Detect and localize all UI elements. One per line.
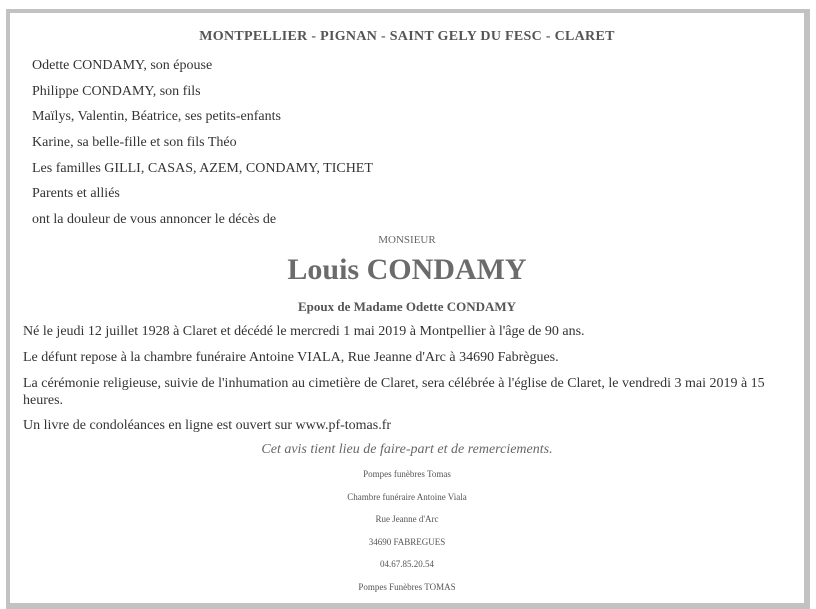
family-list [32, 53, 373, 233]
contact-chamber: Chambre funéraire Antoine Viala [347, 492, 467, 502]
birth-death-paragraph: Né le jeudi 12 juillet 1928 à Claret et décédé le mercredi 1 mai 2019 à Montpellier à l'âge de 90 ans. [23, 324, 585, 339]
contact-company: Pompes funèbres Tomas [363, 469, 451, 479]
spouse-line: Epoux de Madame Odette CONDAMY [297, 299, 517, 314]
honorific: MONSIEUR [378, 234, 436, 246]
deceased-name: Louis CONDAMY [287, 253, 527, 286]
family-line: ont la douleur de vous annoncer le décès de [32, 212, 277, 228]
notice-content [10, 13, 804, 603]
family-line: Maïlys, Valentin, Béatrice, ses petits-enfants [32, 109, 281, 125]
contact-city: 34690 FABREGUES [368, 537, 446, 547]
contact-phone: 04.67.85.20.54 [380, 559, 434, 569]
contact-footer: Pompes Funèbres TOMAS [358, 582, 456, 592]
contact-street: Rue Jeanne d'Arc [375, 514, 439, 524]
condolences-paragraph: Un livre de condoléances en ligne est ouvert sur www.pf-tomas.fr [23, 418, 392, 433]
notice-frame [6, 9, 810, 609]
family-line: Odette CONDAMY, son épouse [32, 58, 213, 73]
ceremony-paragraph: La cérémonie religieuse, suivie de l'inhumation au cimetière de Claret, sera célébrée à l'église de Claret, le vendredi 3 mai 2019 à 15 heures. [23, 376, 765, 408]
rest-paragraph: Le défunt repose à la chambre funéraire Antoine VIALA, Rue Jeanne d'Arc à 34690 Fabrègues. [23, 350, 559, 365]
family-line: Philippe CONDAMY, son fils [32, 83, 201, 99]
family-line: Karine, sa belle-fille et son fils Théo [32, 135, 237, 151]
family-line: Les familles GILLI, CASAS, AZEM, CONDAMY, TICHET [32, 160, 373, 176]
notice-note: Cet avis tient lieu de faire-part et de remerciements. [261, 442, 553, 457]
family-line: Parents et alliés [32, 186, 120, 202]
locations-header: MONTPELLIER - PIGNAN - SAINT GELY DU FESC - CLARET [199, 29, 615, 44]
